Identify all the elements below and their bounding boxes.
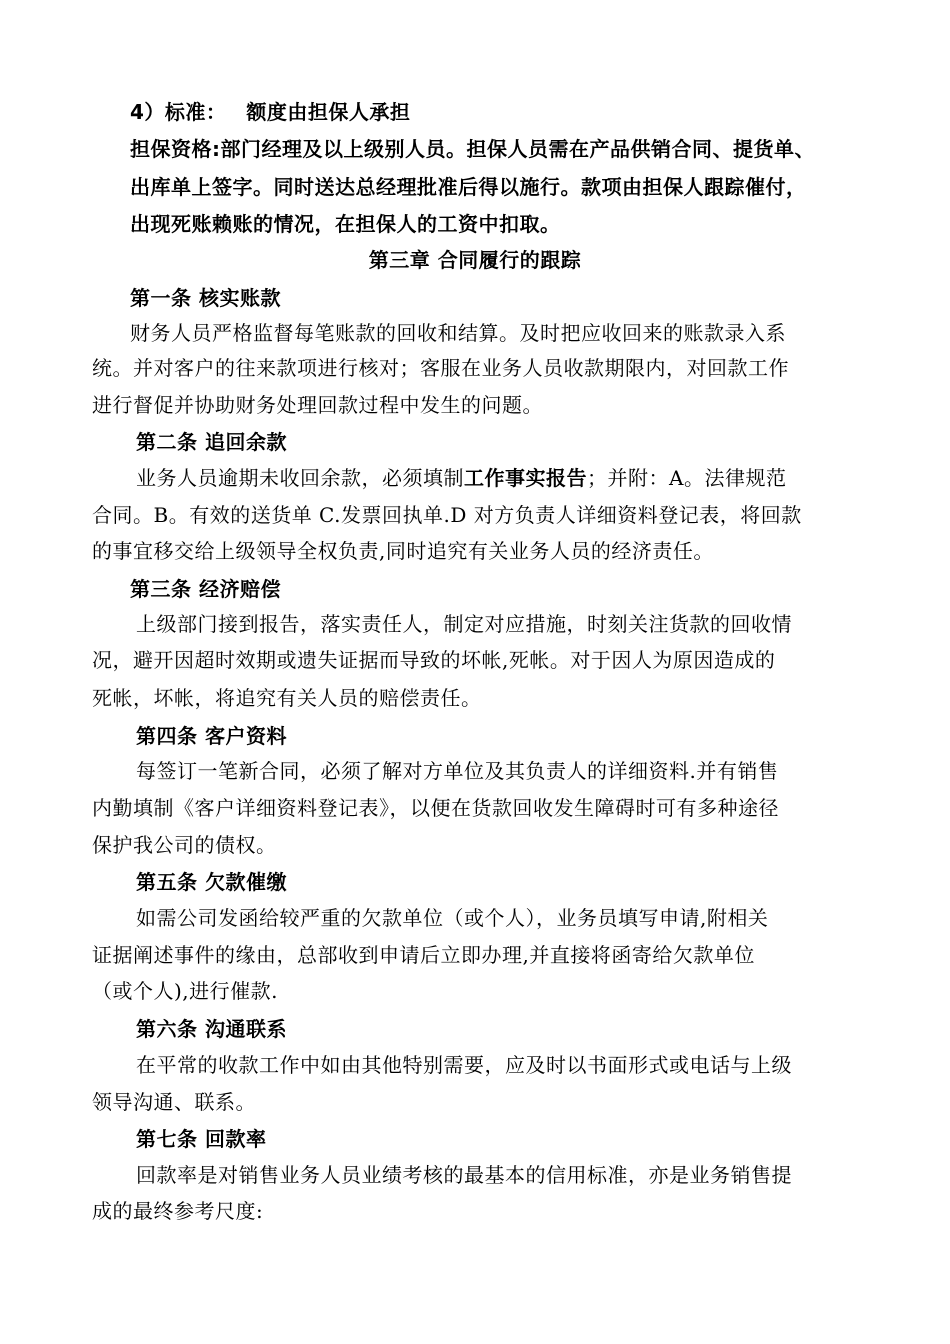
article-4-line-3: 保护我公司的债权。 (92, 833, 277, 857)
article-2-line-1 (136, 463, 916, 493)
article-5-line-2: 证据阐述事件的缘由，总部收到申请后立即办理,并直接将函寄给欠款单位 (92, 943, 755, 967)
article-5-line-3: （或个人),进行催款. (92, 979, 279, 1003)
article-7-line-2: 成的最终参考尺度: (92, 1199, 264, 1223)
work-fact-report-text: 工作事实报告 (464, 466, 587, 490)
standard-text: 额度由担保人承担 (246, 100, 411, 124)
article-4-heading: 第四条 客户资料 (136, 724, 287, 748)
article-4-line-2: 内勤填制《客户详细资料登记表》，以便在货款回收发生障碍时可有多种途径 (92, 796, 779, 820)
article-3-line-3: 死帐，坏帐，将追究有关人员的赔偿责任。 (92, 686, 482, 710)
article-3-heading: 第三条 经济赔偿 (130, 577, 281, 601)
article-7-heading: 第七条 回款率 (136, 1127, 267, 1151)
article-2-heading: 第二条 追回余款 (136, 430, 287, 454)
article-1-line-3: 进行督促并协助财务处理回款过程中发生的问题。 (92, 393, 543, 417)
guarantee-line-2: 出库单上签字。同时送达总经理批准后得以施行。款项由担保人跟踪催付， (130, 175, 807, 199)
article-5-line-1: 如需公司发函给较严重的欠款单位（或个人），业务员填写申请,附相关 (136, 906, 769, 930)
article-5-heading: 第五条 欠款催缴 (136, 870, 287, 894)
article-2-line-2: 合同。B。有效的送货单 C.发票回执单.D 对方负责人详细资料登记表，将回款 (92, 503, 802, 527)
guarantee-line-1: 担保资格:部门经理及以上级别人员。担保人员需在产品供销合同、提货单、 (130, 137, 815, 161)
article-1-line-1: 财务人员严格监督每笔账款的回收和结算。及时把应收回来的账款录入系 (130, 321, 786, 345)
article-1-heading: 第一条 核实账款 (130, 286, 281, 310)
article-4-line-1: 每签订一笔新合同，必须了解对方单位及其负责人的详细资料.并有销售 (136, 759, 779, 783)
standard-line (130, 97, 910, 127)
article-2-line-1-pre: 业务人员逾期未收回余款，必须填制 (136, 466, 464, 490)
article-3-line-1: 上级部门接到报告，落实责任人，制定对应措施，时刻关注货款的回收情 (136, 612, 792, 636)
article-6-line-1: 在平常的收款工作中如由其他特别需要，应及时以书面形式或电话与上级 (136, 1053, 792, 1077)
article-2-line-1-post: ；并附：A。法律规范 (587, 466, 787, 490)
article-6-line-2: 领导沟通、联系。 (92, 1090, 256, 1114)
article-1-line-2: 统。并对客户的往来款项进行核对；客服在业务人员收款期限内，对回款工作 (92, 356, 789, 380)
standard-label: 4）标准： (130, 100, 227, 124)
article-2-line-3: 的事宜移交给上级领导全权负责,同时追究有关业务人员的经济责任。 (92, 539, 714, 563)
article-7-line-1: 回款率是对销售业务人员业绩考核的最基本的信用标准，亦是业务销售提 (136, 1163, 792, 1187)
guarantee-line-3: 出现死账赖账的情况，在担保人的工资中扣取。 (130, 212, 561, 236)
article-6-heading: 第六条 沟通联系 (136, 1017, 287, 1041)
article-3-line-2: 况，避开因超时效期或遗失证据而导致的坏帐,死帐。对于因人为原因造成的 (92, 648, 776, 672)
chapter-title: 第三章 合同履行的跟踪 (368, 248, 582, 272)
